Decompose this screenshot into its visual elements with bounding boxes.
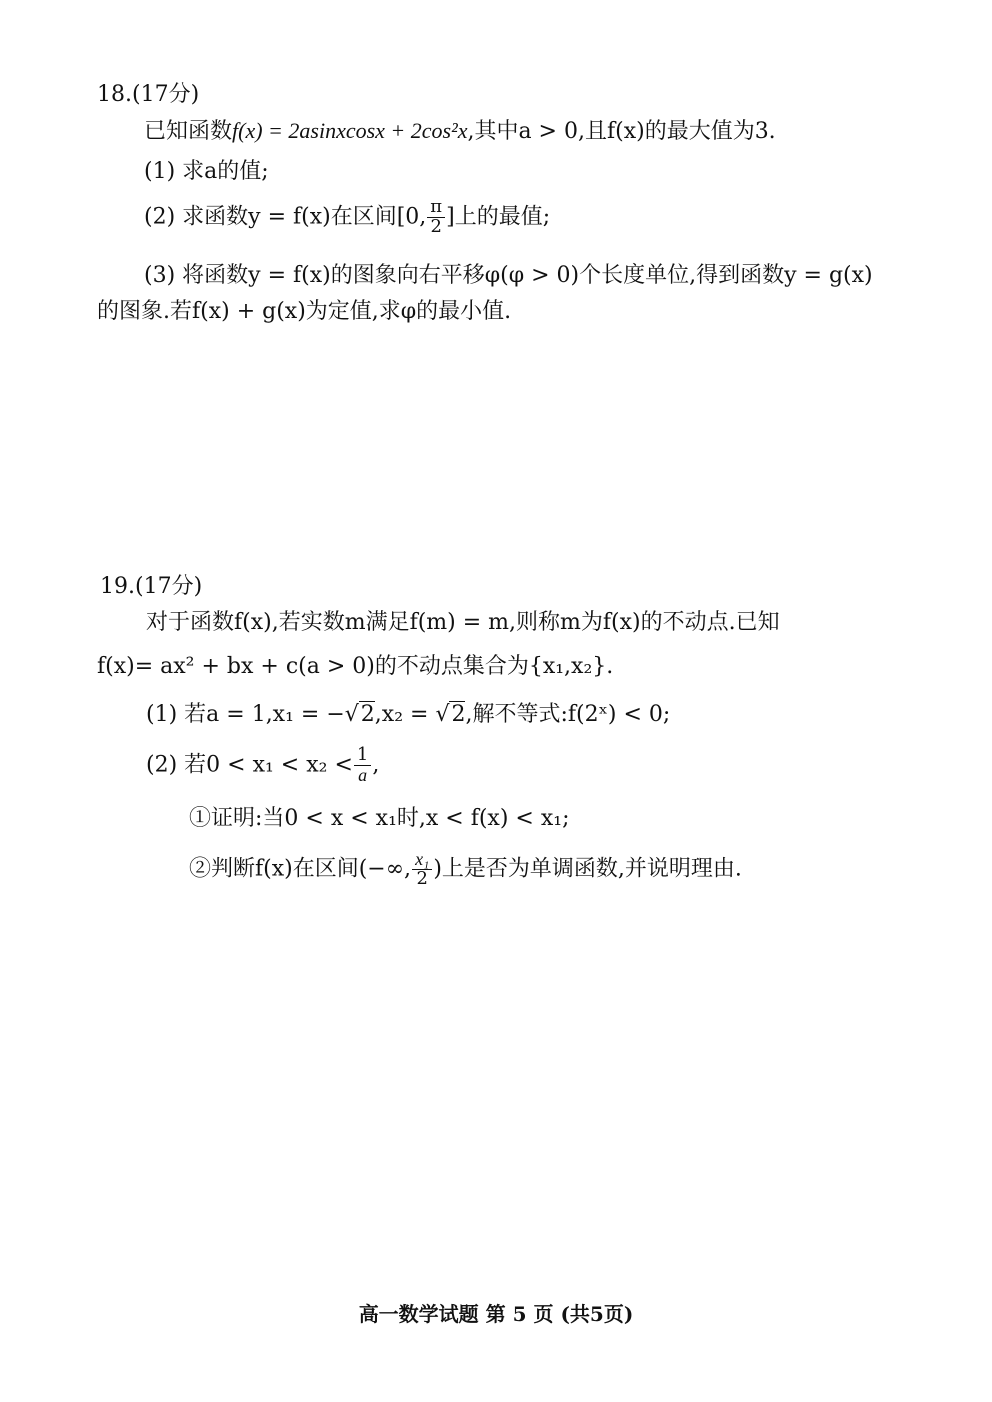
q19-stem-line-1: 对于函数f(x),若实数m满足f(m) = m,则称m为f(x)的不动点.已知 — [146, 610, 780, 635]
fraction-numerator: 1 — [354, 746, 371, 766]
q18-stem-text-b: ,其中a > 0,且f(x)的最大值为3. — [467, 119, 776, 144]
fraction-denominator: 2 — [416, 867, 428, 889]
q18-part-2-text-b: ]上的最值; — [446, 204, 551, 230]
q18-part-3-line-2: 的图象.若f(x) + g(x)为定值,求φ的最小值. — [97, 299, 512, 324]
q19-part-1-text-a: (1) 若a = 1,x₁ = − — [146, 702, 345, 727]
q19-subpart-2-text-b: )上是否为单调函数,并说明理由. — [433, 856, 742, 882]
q18-header: 18.(17分) — [97, 82, 200, 107]
fraction-numerator: x₁ — [412, 850, 432, 870]
fraction-denominator: 2 — [430, 215, 442, 237]
q18-stem-text-a: 已知函数 — [144, 119, 233, 144]
q18-part-2 — [144, 198, 550, 237]
q18-stem-function: f(x) = 2asinxcosx + 2cos²x — [232, 118, 468, 143]
q19-subpart-2 — [189, 850, 742, 889]
q19-stem-line-2: f(x)= ax² + bx + c(a > 0)的不动点集合为{x₁,x₂}. — [97, 654, 614, 679]
q19-header: 19.(17分) — [100, 574, 203, 599]
q18-part-1: (1) 求a的值; — [144, 159, 269, 184]
sqrt-radicand-2: 2 — [451, 702, 466, 727]
q19-part-1: (1) 若a = 1,x₁ = −√2,x₂ = √2,解不等式:f(2ˣ) < 0; — [146, 702, 671, 727]
q19-part-1-text-b: ,x₂ = — [374, 702, 436, 727]
q18-part-3-line-1: (3) 将函数y = f(x)的图象向右平移φ(φ > 0)个长度单位,得到函数y = g(x) — [144, 263, 873, 288]
q19-part-2 — [146, 746, 379, 785]
q19-part-2-text-b: , — [372, 752, 380, 778]
q19-subpart-2-text-a: ②判断f(x)在区间(−∞, — [189, 856, 412, 882]
fraction-numerator: π — [427, 198, 445, 218]
q18-part-2-fraction — [427, 198, 445, 237]
q18-part-2-text-a: (2) 求函数y = f(x)在区间[0, — [144, 204, 427, 230]
q18-stem — [144, 120, 776, 143]
q19-part-2-fraction — [354, 746, 371, 785]
fraction-denominator: a — [358, 764, 368, 785]
q19-part-1-text-c: ,解不等式:f(2ˣ) < 0; — [465, 702, 671, 727]
q19-part-2-text-a: (2) 若0 < x₁ < x₂ < — [146, 752, 353, 778]
page-footer: 高一数学试题 第 5 页 (共5页) — [358, 1302, 634, 1326]
q19-subpart-1: ①证明:当0 < x < x₁时,x < f(x) < x₁; — [189, 806, 570, 831]
sqrt-radicand-1: 2 — [360, 702, 375, 727]
q19-subpart-2-fraction — [412, 850, 432, 889]
